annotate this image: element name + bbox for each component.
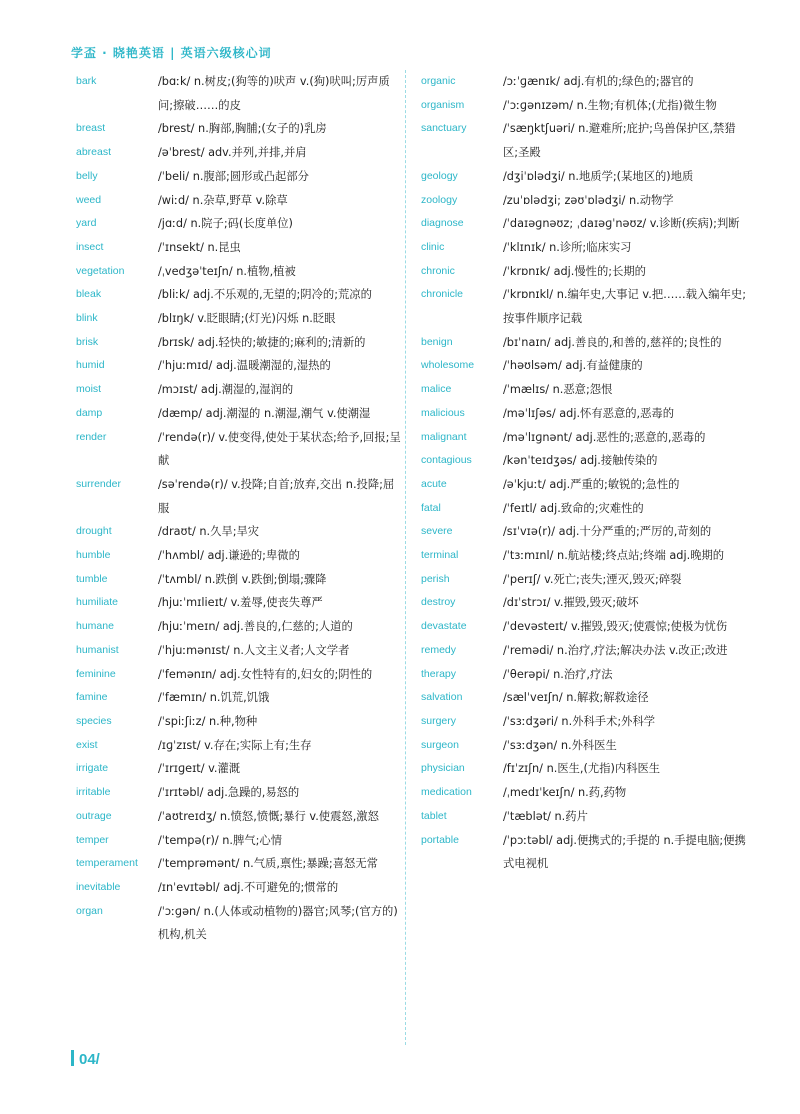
vocab-word: chronic <box>421 264 455 277</box>
vocab-word: acute <box>421 477 447 490</box>
vocab-word: chronicle <box>421 288 464 301</box>
vocab-word: surgeon <box>421 738 459 751</box>
vocab-word: famine <box>76 691 108 704</box>
vocab-entry <box>71 70 401 117</box>
vocab-word: irritable <box>76 786 111 799</box>
vocab-definition: /ɔːˈɡænɪk/ adj.有机的;绿色的;器官的 <box>503 75 694 88</box>
vocab-definition: /ˈfæmɪn/ n.饥荒,饥饿 <box>158 691 270 705</box>
vocab-entry <box>71 829 401 853</box>
vocab-entry <box>71 189 401 213</box>
vocab-entry <box>416 781 746 805</box>
vocab-word: clinic <box>421 240 445 253</box>
vocab-word: exist <box>76 738 98 751</box>
vocab-entry <box>71 354 401 378</box>
vocab-entry <box>416 402 746 426</box>
vocab-definition: /ˈtempə(r)/ n.脾气;心情 <box>158 833 283 847</box>
vocab-definition: /ˈfeɪtl/ adj.致命的;灾难性的 <box>503 501 644 515</box>
vocab-entry <box>71 283 401 307</box>
vocab-entry <box>71 900 401 947</box>
vocab-entry <box>416 117 746 164</box>
vocab-word: medication <box>421 786 472 799</box>
vocab-entry <box>71 402 401 426</box>
vocab-definition: /draʊt/ n.久旱;旱灾 <box>158 525 260 539</box>
vocab-entry <box>71 615 401 639</box>
vocab-entry <box>71 378 401 402</box>
vocab-word: diagnose <box>421 217 464 230</box>
vocab-word: zoology <box>421 193 458 206</box>
vocab-entry <box>416 829 746 876</box>
vocab-word: species <box>76 714 112 727</box>
vocab-word: tumble <box>76 572 108 585</box>
vocab-word: humiliate <box>76 596 119 609</box>
vocab-definition: /wiːd/ n.杂草,野草 v.除草 <box>158 193 288 207</box>
vocab-word: surrender <box>76 477 121 490</box>
vocab-definition: /ˈklɪnɪk/ n.诊所;临床实习 <box>503 240 632 254</box>
vocab-definition: /ˈɪrɪtəbl/ adj.急躁的,易怒的 <box>158 786 300 800</box>
vocab-definition: /hjuːˈmɪlieɪt/ v.羞辱,使丧失尊严 <box>158 596 323 610</box>
vocab-entry <box>416 354 746 378</box>
vocab-word: sanctuary <box>421 122 467 135</box>
vocab-word: remedy <box>421 643 457 656</box>
vocab-word: bleak <box>76 288 102 301</box>
vocab-definition: /fɪˈzɪʃn/ n.医生,(尤指)内科医生 <box>503 762 661 776</box>
vocab-definition: /məˈlɪɡnənt/ adj.恶性的;恶意的,恶毒的 <box>503 430 706 444</box>
vocab-definition: /bɪˈnaɪn/ adj.善良的,和善的,慈祥的;良性的 <box>503 335 722 349</box>
vocab-definition: /ˈsɜːdʒəri/ n.外科手术;外科学 <box>503 714 656 728</box>
vocab-entry <box>416 212 746 236</box>
vocab-entry <box>71 212 401 236</box>
vocab-definition: /ˈhjuːmənɪst/ n.人文主义者;人文学者 <box>158 643 350 657</box>
vocab-word: temperament <box>76 857 138 870</box>
vocab-word: humid <box>76 359 105 372</box>
vocab-definition: /ˌmedɪˈkeɪʃn/ n.药,药物 <box>503 786 627 800</box>
vocab-entry <box>71 639 401 663</box>
vocab-entry <box>416 805 746 829</box>
vocab-entry <box>71 331 401 355</box>
vocab-word: humane <box>76 620 114 633</box>
vocab-word: surgery <box>421 714 457 727</box>
vocab-definition: /əˈkjuːt/ adj.严重的;敏锐的;急性的 <box>503 477 680 491</box>
vocab-entry <box>416 520 746 544</box>
vocab-definition: /ˈsɜːdʒən/ n.外科医生 <box>503 738 617 752</box>
vocab-word: feminine <box>76 667 116 680</box>
vocab-definition: /ˈtʌmbl/ n.跌倒 v.跌倒;倒塌;骤降 <box>158 572 327 586</box>
vocab-entry <box>71 544 401 568</box>
vocab-word: devastate <box>421 620 467 633</box>
vocab-definition: /blɪŋk/ v.眨眼睛;(灯光)闪烁 n.眨眼 <box>158 312 336 326</box>
vocab-definition: /ˈtæblət/ n.药片 <box>503 809 588 823</box>
vocab-entry <box>71 236 401 260</box>
vocab-entry <box>416 260 746 284</box>
vocab-definition: /ˌvedʒəˈteɪʃn/ n.植物,植被 <box>158 264 296 278</box>
vocab-entry <box>71 141 401 165</box>
vocab-word: organic <box>421 75 456 87</box>
vocab-word: physician <box>421 762 465 775</box>
vocab-definition: /zuˈɒlədʒi; zəʊˈɒlədʒi/ n.动物学 <box>503 193 674 207</box>
vocab-entry <box>416 615 746 639</box>
vocab-entry <box>71 663 401 687</box>
vocab-definition: /ˈfemənɪn/ adj.女性特有的,妇女的;阴性的 <box>158 667 373 681</box>
vocab-entry <box>416 734 746 758</box>
vocab-definition: /bɑːk/ n.树皮;(狗等的)吠声 v.(狗)吠叫;厉声质问;擦破……的皮 <box>158 75 390 112</box>
vocab-entry <box>416 544 746 568</box>
vocab-definition: /bliːk/ adj.不乐观的,无望的;阴冷的;荒凉的 <box>158 288 372 302</box>
vocab-word: breast <box>76 122 106 135</box>
vocab-word: humanist <box>76 643 119 656</box>
vocab-definition: /ˈkrɒnɪk/ adj.慢性的;长期的 <box>503 264 646 278</box>
vocab-word: salvation <box>421 691 463 704</box>
vocab-entry <box>416 663 746 687</box>
vocab-definition: /ˈaʊtreɪdʒ/ n.愤怒,愤慨;暴行 v.使震怒,激怒 <box>158 809 379 823</box>
page-number: 04/ <box>71 1050 100 1068</box>
vocab-word: portable <box>421 833 459 846</box>
vocab-word: wholesome <box>421 359 475 372</box>
vocab-word: severe <box>421 525 453 538</box>
vocab-definition: /ˈɔːɡən/ n.(人体或动植物的)器官;风琴;(官方的)机构,机关 <box>158 904 398 942</box>
vocab-word: bark <box>76 75 97 87</box>
vocab-word: fatal <box>421 501 441 514</box>
vocab-word: organ <box>76 904 103 917</box>
vocab-entry <box>71 260 401 284</box>
vocab-entry <box>416 710 746 734</box>
vocab-entry <box>71 307 401 331</box>
vocab-entry <box>71 520 401 544</box>
vocab-entry <box>416 497 746 521</box>
vocab-word: malignant <box>421 430 467 443</box>
vocab-definition: /ˈtɜːmɪnl/ n.航站楼;终点站;终端 adj.晚期的 <box>503 549 725 563</box>
vocab-definition: /dʒiˈɒlədʒi/ n.地质学;(某地区的)地质 <box>503 169 694 183</box>
vocab-word: yard <box>76 217 97 230</box>
vocab-word: therapy <box>421 667 457 680</box>
vocab-entry <box>71 426 401 473</box>
vocab-definition: /hjuːˈmeɪn/ adj.善良的,仁慈的;人道的 <box>158 620 353 634</box>
vocab-word: abreast <box>76 146 112 159</box>
vocab-definition: /əˈbrest/ adv.并列,并排,并肩 <box>158 146 307 160</box>
vocab-definition: /ˈɔːɡənɪzəm/ n.生物;有机体;(尤指)微生物 <box>503 98 717 112</box>
column-divider <box>405 70 406 1045</box>
vocab-word: damp <box>76 406 103 419</box>
vocab-entry <box>71 473 401 520</box>
vocab-entry <box>71 591 401 615</box>
vocab-entry <box>71 686 401 710</box>
vocab-definition: /məˈlɪʃəs/ adj.怀有恶意的,恶毒的 <box>503 406 675 420</box>
vocab-word: tablet <box>421 809 447 822</box>
vocab-word: contagious <box>421 454 472 467</box>
vocab-definition: /jɑːd/ n.院子;码(长度单位) <box>158 217 293 231</box>
vocab-definition: /ˈrendə(r)/ v.使变得,使处于某状态;给予,回报;呈献 <box>158 430 401 468</box>
vocab-entry <box>71 568 401 592</box>
vocab-entry <box>71 852 401 876</box>
vocab-definition: /brest/ n.胸部,胸脯;(女子的)乳房 <box>158 122 327 136</box>
vocab-entry <box>416 378 746 402</box>
vocab-definition: /ˈdevəsteɪt/ v.摧毁,毁灭;使震惊;使极为忧伤 <box>503 620 728 634</box>
vocab-entry <box>416 639 746 663</box>
vocab-entry <box>416 70 746 94</box>
vocab-definition: /ˈremədi/ n.治疗,疗法;解决办法 v.改正;改进 <box>503 643 728 657</box>
vocab-entry <box>416 473 746 497</box>
vocab-definition: /ˈperɪʃ/ v.死亡;丧失;湮灭,毁灭;碎裂 <box>503 572 682 586</box>
vocab-definition: /ˈɪnsekt/ n.昆虫 <box>158 240 241 254</box>
vocab-word: vegetation <box>76 264 125 277</box>
vocab-entry <box>416 686 746 710</box>
vocab-definition: /ˈbeli/ n.腹部;圆形或凸起部分 <box>158 169 309 183</box>
vocab-definition: /ˈkrɒnɪkl/ n.编年史,大事记 v.把……载入编年史;按事件顺序记载 <box>503 288 746 326</box>
vocab-word: malice <box>421 383 452 396</box>
vocab-entry <box>416 283 746 330</box>
vocab-definition: /kənˈteɪdʒəs/ adj.接触传染的 <box>503 454 658 468</box>
vocab-entry <box>71 117 401 141</box>
vocab-entry <box>416 236 746 260</box>
vocab-entry <box>71 781 401 805</box>
vocab-definition: /ɪnˈevɪtəbl/ adj.不可避免的;惯常的 <box>158 880 339 894</box>
vocab-definition: /ˈmælɪs/ n.恶意;怨恨 <box>503 383 613 397</box>
vocab-word: organism <box>421 98 465 111</box>
vocab-entry <box>71 805 401 829</box>
vocab-word: outrage <box>76 809 112 822</box>
vocab-word: terminal <box>421 549 459 562</box>
vocab-definition: /ˈɪrɪɡeɪt/ v.灌溉 <box>158 762 241 776</box>
vocab-definition: /ˈsæŋktʃuəri/ n.避难所;庇护;鸟兽保护区,禁猎区;圣殿 <box>503 122 736 160</box>
vocab-definition: /ˈθerəpi/ n.治疗,疗法 <box>503 667 613 681</box>
vocab-entry <box>71 876 401 900</box>
vocab-word: belly <box>76 169 98 182</box>
vocab-word: insect <box>76 240 104 253</box>
right-column <box>416 70 746 876</box>
vocab-word: perish <box>421 572 450 585</box>
vocab-entry <box>416 331 746 355</box>
vocab-word: moist <box>76 383 102 396</box>
vocab-word: geology <box>421 169 458 182</box>
vocab-entry <box>71 710 401 734</box>
vocab-entry <box>416 165 746 189</box>
vocab-entry <box>416 568 746 592</box>
vocab-word: inevitable <box>76 880 121 893</box>
vocab-word: humble <box>76 549 111 562</box>
vocab-definition: /ˈpɔːtəbl/ adj.便携式的;手提的 n.手提电脑;便携式电视机 <box>503 833 746 871</box>
vocab-definition: /mɔɪst/ adj.潮湿的,湿润的 <box>158 383 294 397</box>
vocab-definition: /ˈhʌmbl/ adj.谦逊的;卑微的 <box>158 549 300 563</box>
vocab-entry <box>416 94 746 118</box>
vocab-entry <box>416 591 746 615</box>
vocab-word: brisk <box>76 335 99 348</box>
vocab-word: drought <box>76 525 112 538</box>
vocab-definition: /səˈrendə(r)/ v.投降;自首;放弃,交出 n.投降;屈服 <box>158 477 395 515</box>
vocab-definition: /sælˈveɪʃn/ n.解救;解救途径 <box>503 691 649 705</box>
vocab-word: weed <box>76 193 102 206</box>
vocab-word: destroy <box>421 596 456 609</box>
vocab-word: irrigate <box>76 762 109 775</box>
vocab-entry <box>416 757 746 781</box>
vocab-definition: /dæmp/ adj.潮湿的 n.潮湿,潮气 v.使潮湿 <box>158 406 371 420</box>
vocab-definition: /sɪˈvɪə(r)/ adj.十分严重的;严厉的,苛刻的 <box>503 525 712 539</box>
vocab-definition: /dɪˈstrɔɪ/ v.摧毁,毁灭;破坏 <box>503 596 639 610</box>
vocab-word: render <box>76 430 107 443</box>
vocab-word: malicious <box>421 406 465 419</box>
vocab-definition: /ˈhəʊlsəm/ adj.有益健康的 <box>503 359 643 373</box>
vocab-entry <box>71 165 401 189</box>
vocab-definition: /ɪɡˈzɪst/ v.存在;实际上有;生存 <box>158 738 312 752</box>
vocab-entry <box>416 449 746 473</box>
vocab-entry <box>71 734 401 758</box>
vocab-definition: /ˈspiːʃiːz/ n.种,物种 <box>158 714 258 728</box>
vocab-entry <box>71 757 401 781</box>
vocab-word: temper <box>76 833 109 846</box>
vocab-definition: /ˈdaɪəɡnəʊz; ˌdaɪəɡˈnəʊz/ v.诊断(疾病);判断 <box>503 217 740 231</box>
page-header: 学盃 · 晓艳英语 | 英语六级核心词 <box>71 46 272 60</box>
vocab-entry <box>416 426 746 450</box>
vocab-word: blink <box>76 312 98 325</box>
vocab-definition: /ˈtemprəmənt/ n.气质,禀性;暴躁;喜怒无常 <box>158 857 378 871</box>
vocab-definition: /ˈhjuːmɪd/ adj.温暖潮湿的,湿热的 <box>158 359 331 373</box>
vocab-entry <box>416 189 746 213</box>
vocab-definition: /brɪsk/ adj.轻快的;敏捷的;麻利的;清新的 <box>158 335 366 349</box>
left-column <box>71 70 401 947</box>
vocab-word: benign <box>421 335 453 348</box>
